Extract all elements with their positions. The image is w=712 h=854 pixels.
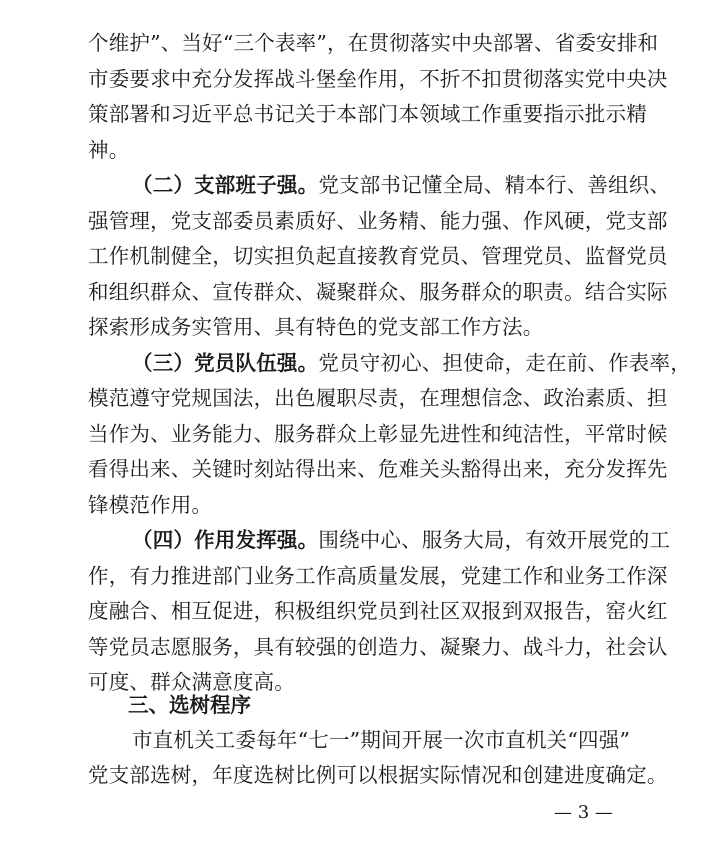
paragraph-text: 党支部书记懂全局、精本行、善组织、	[318, 173, 671, 197]
body-text-line: 强管理，党支部委员素质好、业务精、能力强、作风硬，党支部	[88, 209, 668, 233]
paragraph-heading: （四）作用发挥强。	[132, 528, 319, 552]
body-text-line: 党支部选树，年度选树比例可以根据实际情况和创建进度确定。	[88, 763, 668, 787]
body-text-line: 作，有力推进部门业务工作高质量发展，党建工作和业务工作深	[88, 564, 668, 588]
body-text-line: 市委要求中充分发挥战斗堡垒作用，不折不扣贯彻落实党中央决	[88, 67, 668, 91]
body-text-line: 模范遵守党规国法，出色履职尽责，在理想信念、政治素质、担	[88, 386, 668, 410]
body-text-line: 等党员志愿服务，具有较强的创造力、凝聚力、战斗力，社会认	[88, 635, 668, 659]
paragraph-text: 党员守初心、担使命，走在前、作表率，	[318, 351, 691, 375]
body-text-line: 工作机制健全，切实担负起直接教育党员、管理党员、监督党员	[88, 244, 668, 268]
body-text-line: 和组织群众、宣传群众、凝聚群众、服务群众的职责。结合实际	[88, 280, 668, 304]
body-text-line: 神。	[88, 138, 130, 162]
body-text-line: 可度、群众满意度高。	[88, 670, 295, 694]
page-number: — 3 —	[554, 802, 613, 823]
paragraph-first-line	[132, 525, 671, 555]
paragraph-first-line: 市直机关工委每年“七一”期间开展一次市直机关“四强”	[132, 728, 631, 752]
section-heading: 三、选树程序	[128, 693, 251, 717]
paragraph-first-line	[132, 170, 671, 200]
paragraph-heading: （二）支部班子强。	[132, 173, 319, 197]
paragraph-first-line	[132, 348, 691, 378]
body-text-line: 锋模范作用。	[88, 493, 213, 517]
body-text-line: 度融合、相互促进，积极组织党员到社区双报到双报告，窑火红	[88, 599, 668, 623]
body-text-line: 策部署和习近平总书记关于本部门本领域工作重要指示批示精	[88, 102, 647, 126]
paragraph-text: 围绕中心、服务大局，有效开展党的工	[318, 528, 671, 552]
body-text-line: 当作为、业务能力、服务群众上彰显先进性和纯洁性，平常时候	[88, 422, 668, 446]
body-text-line: 探索形成务实管用、具有特色的党支部工作方法。	[88, 315, 544, 339]
body-text-line: 看得出来、关键时刻站得出来、危难关头豁得出来，充分发挥先	[88, 457, 668, 481]
paragraph-heading: （三）党员队伍强。	[132, 351, 319, 375]
body-text-line: 个维护”、当好“三个表率”，在贯彻落实中央部署、省委安排和	[88, 31, 659, 55]
